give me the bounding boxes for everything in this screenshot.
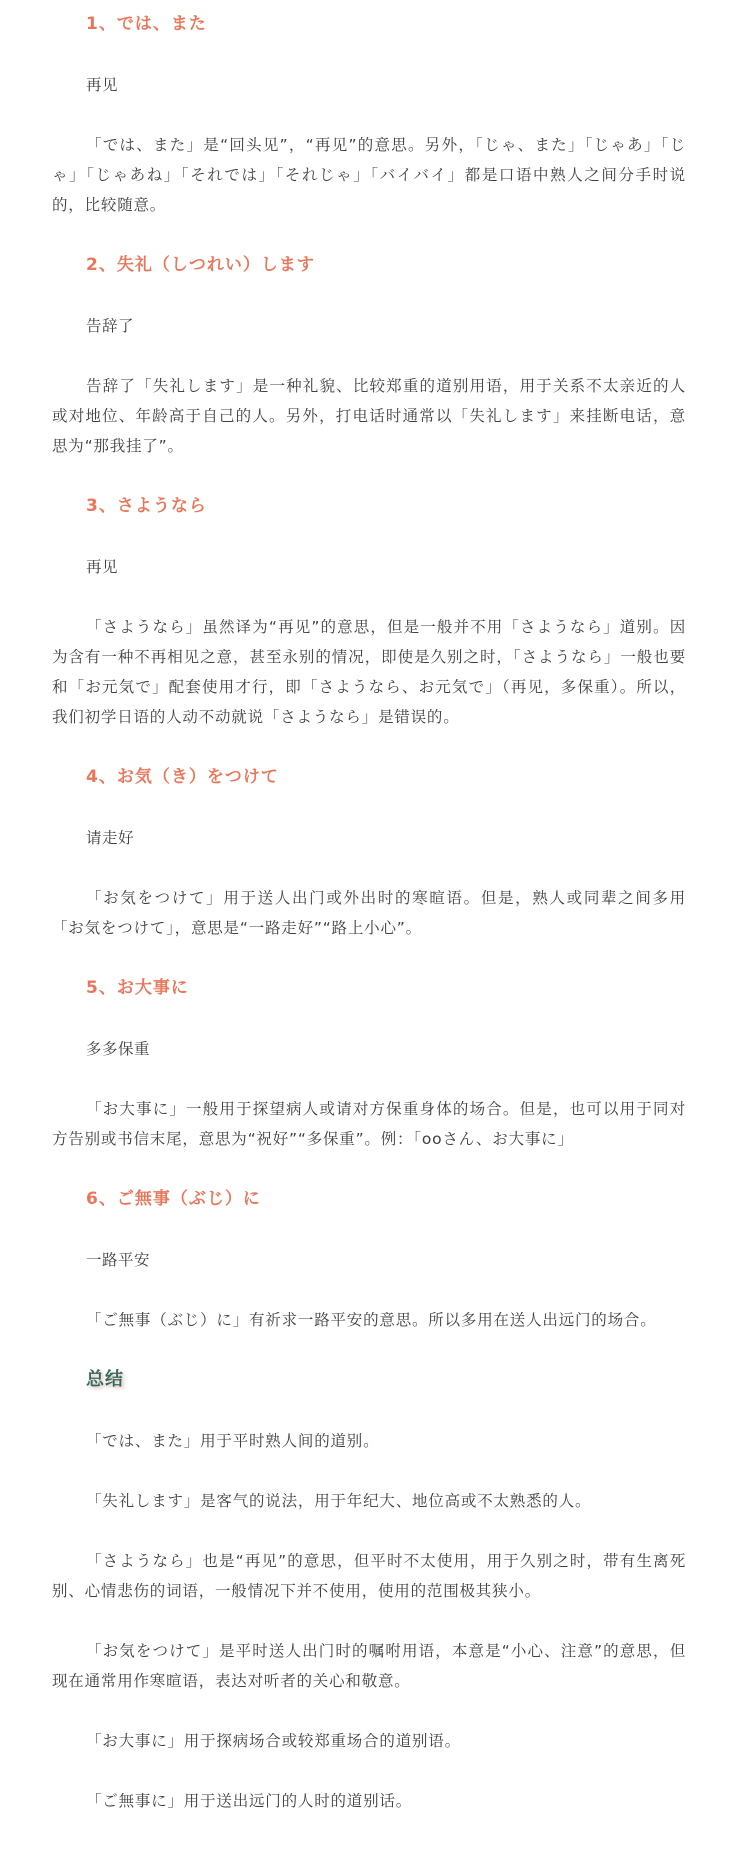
section-meaning-1: 再见 [86, 76, 119, 94]
section-explanation-2: 告辞了「失礼します」是一种礼貌、比较郑重的道别用语，用于关系不太亲近的人或对地位、年龄高于自己的人。另外，打电话时通常以「失礼します」来挂断电话，意思为“那我挂了”。 [52, 377, 686, 455]
section-explanation-1: 「では、また」是“回头见”，“再见”的意思。另外，「じゃ、また」「じゃあ」「じゃ」「じゃあね」「それでは」「それじゃ」「バイバイ」都是口语中熟人之间分手时说的，比较随意。 [52, 136, 686, 214]
section-heading-5: 5、お大事に [86, 978, 189, 998]
section-explanation-3: 「さようなら」虽然译为“再见”的意思，但是一般并不用「さようなら」道别。因为含有一种不再相见之意，甚至永别的情况，即使是久别之时，「さようなら」一般也要和「お元気で」配套使用才行，即「さようなら、お元気で」（再见，多保重）。所以，我们初学日语的人动不动就说「さようなら」是错误的。 [52, 618, 686, 726]
section-explanation-4: 「お気をつけて」用于送人出门或外出时的寒暄语。但是，熟人或同辈之间多用「お気をつけて」，意思是“一路走好”“路上小心”。 [52, 889, 686, 937]
section-heading-2: 2、失礼（しつれい）します [86, 255, 315, 275]
summary-item-4: 「お気をつけて」是平时送人出门时的嘱咐用语，本意是“小心、注意”的意思，但现在通常用作寒暄语，表达对听者的关心和敬意。 [52, 1642, 686, 1690]
section-meaning-2: 告辞了 [86, 317, 135, 335]
section-heading-6: 6、ご無事（ぶじ）に [86, 1189, 261, 1209]
summary-title: 总结 [86, 1369, 124, 1390]
section-heading-4: 4、お気（き）をつけて [86, 767, 279, 787]
section-meaning-6: 一路平安 [86, 1251, 151, 1269]
section-meaning-3: 再见 [86, 558, 119, 576]
section-heading-1: 1、では、また [86, 14, 207, 34]
summary-item-1: 「では、また」用于平时熟人间的道别。 [86, 1432, 380, 1450]
section-explanation-6: 「ご無事（ぶじ）に」有祈求一路平安的意思。所以多用在送人出远门的场合。 [86, 1311, 657, 1329]
summary-item-3: 「さようなら」也是“再见”的意思，但平时不太使用，用于久别之时，带有生离死别、心情悲伤的词语，一般情况下并不使用，使用的范围极其狭小。 [52, 1552, 686, 1600]
summary-item-6: 「ご無事に」用于送出远门的人时的道别话。 [86, 1792, 413, 1810]
section-meaning-4: 请走好 [86, 829, 135, 847]
summary-item-2: 「失礼します」是客气的说法，用于年纪大、地位高或不太熟悉的人。 [86, 1492, 592, 1510]
summary-item-5: 「お大事に」用于探病场合或较郑重场合的道别语。 [86, 1732, 461, 1750]
section-heading-3: 3、さようなら [86, 496, 207, 516]
section-explanation-5: 「お大事に」一般用于探望病人或请对方保重身体的场合。但是，也可以用于同对方告别或书信末尾，意思为“祝好”“多保重”。例：「ooさん、お大事に」 [52, 1100, 686, 1148]
section-meaning-5: 多多保重 [86, 1040, 151, 1058]
